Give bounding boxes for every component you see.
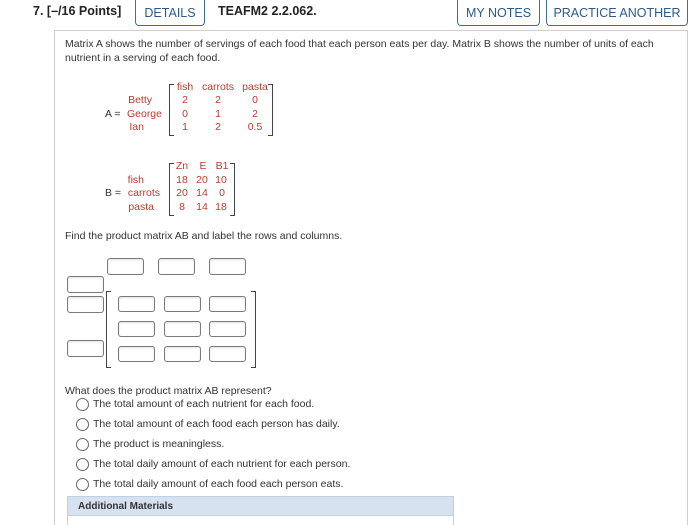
matrix-b-row-label: carrots xyxy=(127,187,160,199)
answer-option-label: The total amount of each nutrient for each food. xyxy=(93,398,315,410)
matrix-cell-input[interactable] xyxy=(118,296,155,312)
matrix-a-cell: 2 xyxy=(215,94,221,106)
prompt-text: Matrix A shows the number of servings of each food that each person eats per day. Matrix B shows the number of units of each nutrient in a serving of each food. xyxy=(65,38,654,64)
matrix-b-cell: 10 xyxy=(215,174,227,186)
row-label-input[interactable] xyxy=(67,276,104,293)
matrix-cell-input[interactable] xyxy=(118,346,155,362)
product-left-bracket xyxy=(106,291,111,368)
radio-button[interactable] xyxy=(76,398,89,411)
product-right-bracket xyxy=(251,291,256,368)
matrix-b-row-label: fish xyxy=(127,174,144,186)
matrix-cell-input[interactable] xyxy=(164,296,201,312)
matrix-cell-input[interactable] xyxy=(209,296,246,312)
practice-another-button[interactable]: PRACTICE ANOTHER xyxy=(546,0,688,26)
matrix-a-col-header: pasta xyxy=(242,81,268,93)
matrix-a-row-label: George xyxy=(126,108,162,120)
question-header xyxy=(0,0,700,26)
matrix-a-cell: 1 xyxy=(182,121,188,133)
matrix-b-col-header: B1 xyxy=(215,160,229,172)
matrix-b-cell: 14 xyxy=(196,187,208,199)
matrix-cell-input[interactable] xyxy=(164,321,201,337)
matrix-a-cell: 2 xyxy=(182,94,188,106)
answer-option-label: The total daily amount of each food each person eats. xyxy=(93,478,344,490)
assignment-code: TEAFM2 2.2.062. xyxy=(218,4,317,18)
radio-button[interactable] xyxy=(76,458,89,471)
matrix-cell-input[interactable] xyxy=(118,321,155,337)
matrix-a-col-header: carrots xyxy=(201,81,235,93)
matrix-b-cell: 18 xyxy=(215,201,227,213)
matrix-b-name: B = xyxy=(105,187,122,199)
matrix-a-right-bracket xyxy=(268,84,273,136)
matrix-b-cell: 8 xyxy=(179,201,185,213)
matrix-cell-input[interactable] xyxy=(209,346,246,362)
matrix-b-row-label: pasta xyxy=(128,201,154,213)
column-label-input[interactable] xyxy=(158,258,195,275)
answer-option[interactable] xyxy=(76,396,314,412)
answer-option-label: The total amount of each food each person has daily. xyxy=(93,418,340,430)
question-text: What does the product matrix AB represent? xyxy=(65,385,272,397)
matrix-a-row-label: Ian xyxy=(129,121,144,133)
additional-materials-label: Additional Materials xyxy=(78,501,174,512)
matrix-b-col-header: Zn xyxy=(175,160,189,172)
answer-option[interactable] xyxy=(76,436,224,452)
matrix-b-cell: 18 xyxy=(176,174,188,186)
additional-materials-header[interactable] xyxy=(67,496,454,516)
details-button[interactable]: DETAILS xyxy=(135,0,205,26)
answer-option[interactable] xyxy=(76,416,340,432)
matrix-b-cell: 14 xyxy=(196,201,208,213)
find-instruction: Find the product matrix AB and label the rows and columns. xyxy=(65,230,343,242)
answer-option[interactable] xyxy=(76,476,343,492)
additional-materials-body xyxy=(67,516,454,525)
points-label: [–/16 Points] xyxy=(46,4,122,18)
answer-option-label: The product is meaningless. xyxy=(93,438,225,450)
matrix-cell-input[interactable] xyxy=(164,346,201,362)
matrix-a-cell: 0 xyxy=(182,108,188,120)
matrix-b-cell: 0 xyxy=(219,187,225,199)
answer-option[interactable] xyxy=(76,456,350,472)
matrix-a-cell: 2 xyxy=(215,121,221,133)
answer-option-label: The total daily amount of each nutrient for each person. xyxy=(93,458,351,470)
question-number: 7. [–/16 Points] xyxy=(33,4,122,18)
matrix-b-cell: 20 xyxy=(196,174,208,186)
matrix-b-cell: 20 xyxy=(176,187,188,199)
column-label-input[interactable] xyxy=(107,258,144,275)
matrix-a-name: A = xyxy=(105,108,121,120)
matrix-a-cell: 1 xyxy=(215,108,221,120)
my-notes-button[interactable]: MY NOTES xyxy=(457,0,540,26)
radio-button[interactable] xyxy=(76,418,89,431)
row-label-input[interactable] xyxy=(67,296,104,313)
radio-button[interactable] xyxy=(76,438,89,451)
matrix-a-cell: 2 xyxy=(252,108,258,120)
column-label-input[interactable] xyxy=(209,258,246,275)
matrix-a-left-bracket xyxy=(169,84,174,136)
radio-button[interactable] xyxy=(76,478,89,491)
matrix-a-col-header: fish xyxy=(176,81,194,93)
row-label-input[interactable] xyxy=(67,340,104,357)
matrix-a-row-label: Betty xyxy=(128,94,152,106)
matrix-a-cell: 0 xyxy=(252,94,258,106)
matrix-cell-input[interactable] xyxy=(209,321,246,337)
matrix-b-col-header: E xyxy=(199,160,207,172)
matrix-a-cell: 0.5 xyxy=(247,121,263,133)
